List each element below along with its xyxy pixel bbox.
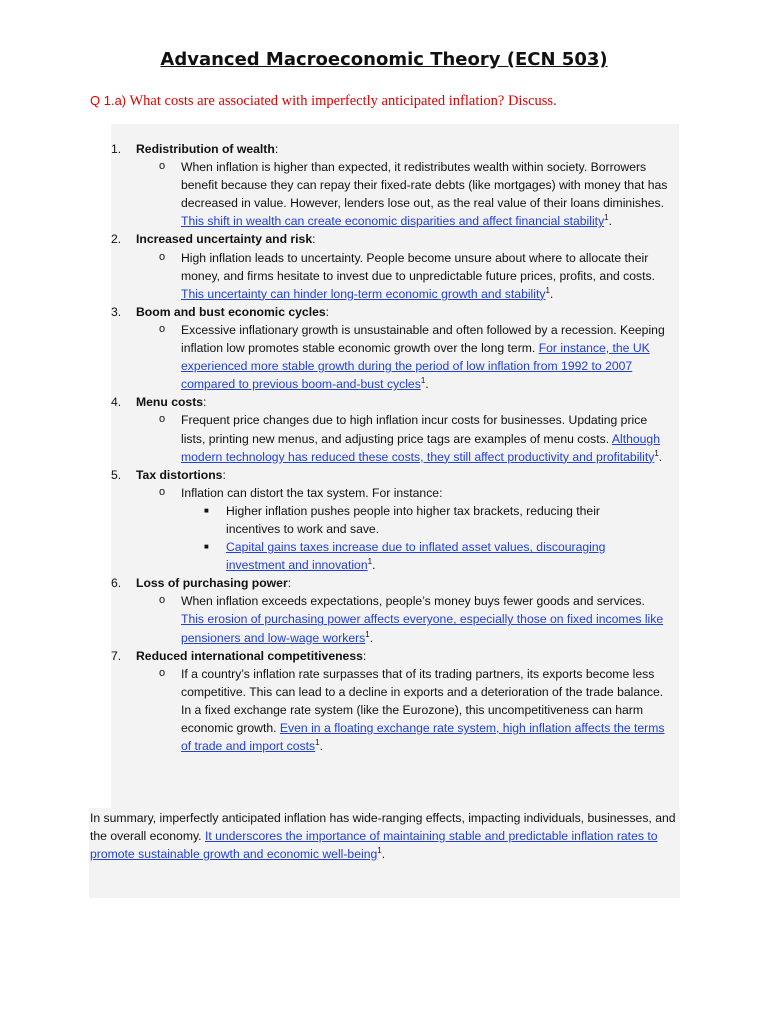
- reference-link[interactable]: This uncertainty can hinder long-term economic growth and stability: [181, 286, 546, 301]
- cost-list: [111, 140, 679, 755]
- sub-item-text: Frequent price changes due to high inflation incur costs for businesses. Updating price lists, printing new menus, and adjusting price tags are examples of menu costs.: [181, 413, 648, 446]
- list-item: [111, 393, 679, 411]
- sentence-end: .: [658, 449, 663, 464]
- heading-colon: :: [287, 576, 292, 591]
- summary-paragraph: [90, 809, 680, 863]
- sentence-end: .: [372, 558, 376, 573]
- heading-colon: :: [312, 232, 316, 247]
- question-text: What costs are associated with imperfectly anticipated inflation? Discuss.: [126, 93, 557, 109]
- citation-marker[interactable]: 1: [545, 285, 550, 295]
- sub-item: [111, 592, 679, 646]
- sub-item: [111, 411, 679, 465]
- circle-bullet-icon: o: [159, 160, 166, 173]
- item-heading: Increased uncertainty and risk: [136, 232, 313, 247]
- circle-bullet-icon: o: [159, 485, 166, 498]
- circle-bullet-icon: o: [159, 413, 166, 426]
- heading-colon: :: [203, 395, 207, 410]
- list-item: [111, 466, 679, 484]
- list-item: [111, 647, 679, 665]
- sub-item-text: When inflation is higher than expected, it redistributes wealth within society. Borrowers benefit because they can repay their fixed-rate debts (like mortgages) with money that has decreased in value. However, lenders lose out, as the real value of their loans diminishes.: [181, 160, 668, 211]
- reference-link[interactable]: Capital gains taxes increase due to inflated asset values, discouraging investment and innovation: [226, 540, 606, 573]
- item-number: 5.: [111, 467, 122, 482]
- sub-item-text: High inflation leads to uncertainty. People become unsure about where to allocate their money, and firms hesitate to invest due to unpredictable future prices, profits, and costs.: [181, 250, 655, 283]
- item-heading: Tax distortions: [136, 467, 223, 482]
- item-number: 4.: [111, 395, 122, 410]
- sub-sub-item: [111, 502, 679, 538]
- item-heading: Loss of purchasing power: [136, 576, 288, 591]
- square-bullet-icon: ■: [204, 542, 209, 552]
- item-number: 3.: [111, 304, 122, 319]
- item-number: 2.: [111, 232, 122, 247]
- citation-marker[interactable]: 1: [377, 846, 382, 856]
- sub-item: [111, 484, 679, 502]
- item-number: 1.: [111, 142, 122, 156]
- sentence-end: .: [608, 214, 613, 229]
- citation-marker[interactable]: 1: [367, 557, 373, 567]
- heading-colon: :: [274, 142, 279, 156]
- sub-item: [111, 665, 679, 755]
- sentence-end: .: [319, 739, 323, 754]
- list-item: [111, 140, 679, 158]
- sub-item-text: Excessive inflationary growth is unsustainable and often followed by a recession. Keeping inflation low promotes stable economic growth over the long term.: [181, 322, 665, 356]
- citation-marker[interactable]: 1: [420, 376, 426, 386]
- reference-link[interactable]: This erosion of purchasing power affects everyone, especially those on fixed incomes like pensioners and low-wage workers: [181, 612, 664, 645]
- reference-link[interactable]: It underscores the importance of maintaining stable and predictable inflation rates to promote sustainable growth and economic well-being: [90, 829, 658, 862]
- reference-link[interactable]: Although modern technology has reduced these costs, they still affect productivity and profitability: [181, 431, 660, 464]
- sentence-end: .: [369, 630, 374, 645]
- reference-link[interactable]: For instance, the UK experienced more stable growth during the period of low inflation from 1992 to 2007 compared to previous boom-and-bust cycles: [181, 341, 650, 392]
- item-number: 6.: [111, 576, 122, 591]
- citation-marker[interactable]: 1: [604, 213, 609, 223]
- item-heading: Redistribution of wealth: [136, 142, 275, 156]
- sub-sub-item: [111, 538, 679, 574]
- sub-sub-item-text: Higher inflation pushes people into higher tax brackets, reducing their incentives to work and save.: [226, 503, 600, 536]
- item-number: 7.: [111, 648, 122, 663]
- sub-item-text: If a country’s inflation rate surpasses that of its trading partners, its exports become less competitive. This can lead to a decline in exports and a deterioration of the trade balance. In a fixed exchange rate system (like the Eurozone), this uncompetitiveness can harm economic growth.: [181, 666, 664, 735]
- item-heading: Reduced international competitiveness: [136, 648, 363, 663]
- heading-colon: :: [222, 467, 226, 482]
- sentence-end: .: [425, 377, 429, 392]
- sentence-end: .: [549, 286, 554, 301]
- citation-marker[interactable]: 1: [315, 738, 320, 748]
- citation-marker[interactable]: 1: [365, 629, 370, 639]
- sub-item: [111, 158, 679, 230]
- sub-item: [111, 321, 679, 393]
- sub-item-text: Inflation can distort the tax system. For instance:: [181, 485, 443, 500]
- circle-bullet-icon: o: [159, 594, 166, 607]
- circle-bullet-icon: o: [159, 666, 166, 679]
- square-bullet-icon: ■: [204, 505, 209, 515]
- question-heading: [90, 93, 557, 110]
- circle-bullet-icon: o: [159, 250, 166, 263]
- question-number: Q 1.a): [90, 93, 127, 108]
- item-heading: Menu costs: [136, 395, 204, 410]
- summary-text: In summary, imperfectly anticipated inflation has wide-ranging effects, impacting individuals, businesses, and the overall economy.: [90, 811, 676, 844]
- document-title: Advanced Macroeconomic Theory (ECN 503): [160, 49, 608, 70]
- list-item: [111, 230, 679, 248]
- list-item: [111, 574, 679, 592]
- heading-colon: :: [325, 304, 330, 319]
- sub-item: [111, 249, 679, 303]
- sentence-end: .: [381, 847, 386, 862]
- sub-item-text: When inflation exceeds expectations, people’s money buys fewer goods and services.: [181, 594, 645, 609]
- citation-marker[interactable]: 1: [654, 448, 659, 458]
- list-item: [111, 303, 679, 321]
- circle-bullet-icon: o: [159, 322, 166, 335]
- reference-link[interactable]: Even in a floating exchange rate system, high inflation affects the terms of trade and import costs: [181, 721, 665, 754]
- reference-link[interactable]: This shift in wealth can create economic disparities and affect financial stability: [181, 214, 605, 229]
- item-heading: Boom and bust economic cycles: [136, 304, 326, 319]
- heading-colon: :: [362, 648, 367, 663]
